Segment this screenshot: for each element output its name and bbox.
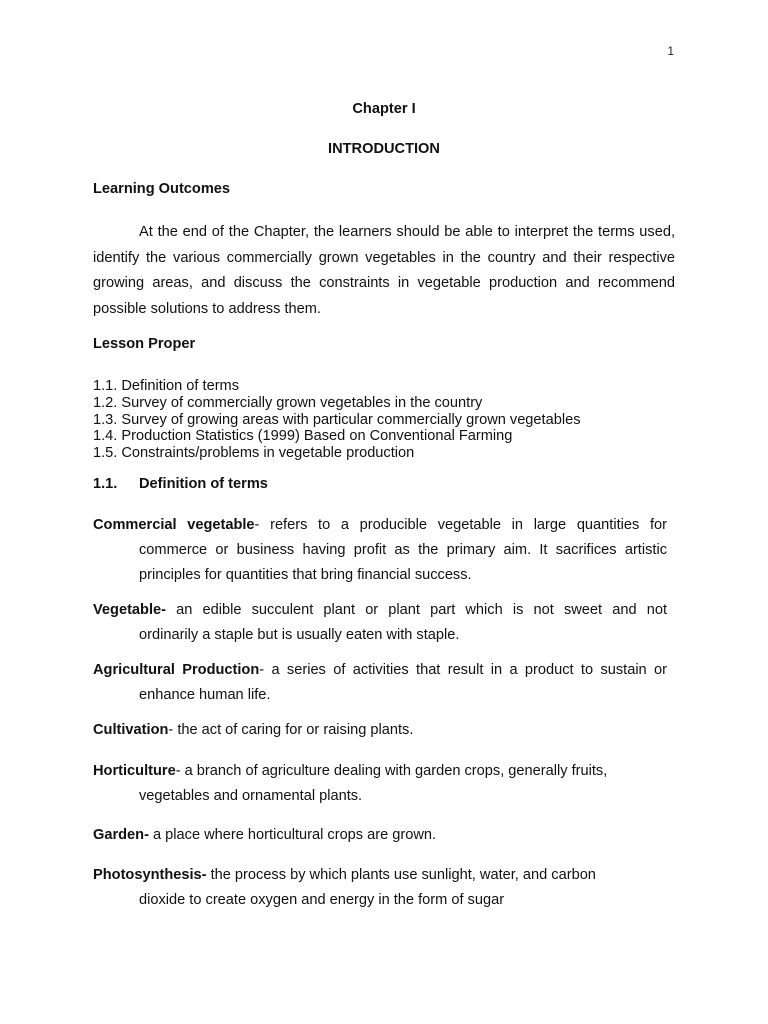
definition-vegetable	[93, 598, 667, 648]
definition-text: - refers to a producible vegetable in large quantities for	[254, 517, 667, 533]
definition-text: ordinarily a staple but is usually eaten with staple.	[139, 627, 460, 644]
lesson-list-item: 1.3. Survey of growing areas with particular commercially grown vegetables	[93, 411, 581, 428]
definition-text: - a branch of agriculture dealing with garden crops, generally fruits,	[175, 763, 608, 779]
definition-term: Cultivation	[93, 722, 169, 738]
lesson-proper-heading: Lesson Proper	[93, 336, 196, 352]
learning-outcomes-paragraph: At the end of the Chapter, the learners should be able to interpret the terms used, identify the various commercially grown vegetables in the country and their respective growing areas, and discuss the constraints in vegetable production and recommend possible solutions to address them.	[93, 224, 675, 317]
lesson-list-item: 1.4. Production Statistics (1999) Based on Conventional Farming	[93, 428, 513, 445]
lesson-list	[93, 378, 581, 462]
definition-term: Photosynthesis-	[93, 867, 207, 883]
definition-garden	[93, 823, 667, 848]
definition-text: an edible succulent plant or plant part which is not sweet and not	[166, 602, 667, 618]
definition-text: - the act of caring for or raising plants.	[168, 722, 414, 738]
lesson-list-item: 1.5. Constraints/problems in vegetable production	[93, 445, 415, 462]
definition-text: principles for quantities that bring financial success.	[139, 567, 472, 584]
chapter-title: Chapter I	[352, 101, 416, 117]
lesson-list-item: 1.1. Definition of terms	[93, 378, 240, 394]
definition-photosynthesis	[93, 863, 667, 913]
definition-term: Agricultural Production	[93, 662, 260, 678]
lesson-list-item: 1.2. Survey of commercially grown vegetables in the country	[93, 394, 483, 411]
definition-term: Vegetable-	[93, 602, 166, 618]
definition-term: Horticulture	[93, 763, 176, 779]
definition-text: enhance human life.	[139, 687, 271, 704]
definition-text: - a series of activities that result in a product to sustain or	[259, 662, 667, 678]
page-number: 1	[667, 44, 674, 58]
definition-text: the process by which plants use sunlight, water, and carbon	[206, 867, 596, 883]
definition-cultivation	[93, 718, 667, 743]
definition-text: dioxide to create oxygen and energy in the form of sugar	[139, 892, 505, 909]
definition-term: Garden-	[93, 827, 149, 843]
learning-outcomes-heading: Learning Outcomes	[93, 181, 231, 197]
definition-agricultural-production	[93, 658, 667, 708]
definition-text: commerce or business having profit as the primary aim. It sacrifices artistic	[139, 542, 667, 559]
definition-commercial-vegetable	[93, 513, 667, 589]
section-number: 1.1.	[93, 476, 118, 492]
section-title: Definition of terms	[139, 476, 268, 492]
definition-term: Commercial vegetable	[93, 517, 255, 533]
section-heading	[93, 476, 268, 492]
definition-text: a place where horticultural crops are grown.	[148, 827, 437, 843]
definition-horticulture	[93, 759, 667, 809]
definition-text: vegetables and ornamental plants.	[139, 788, 363, 805]
introduction-title: INTRODUCTION	[328, 141, 440, 157]
